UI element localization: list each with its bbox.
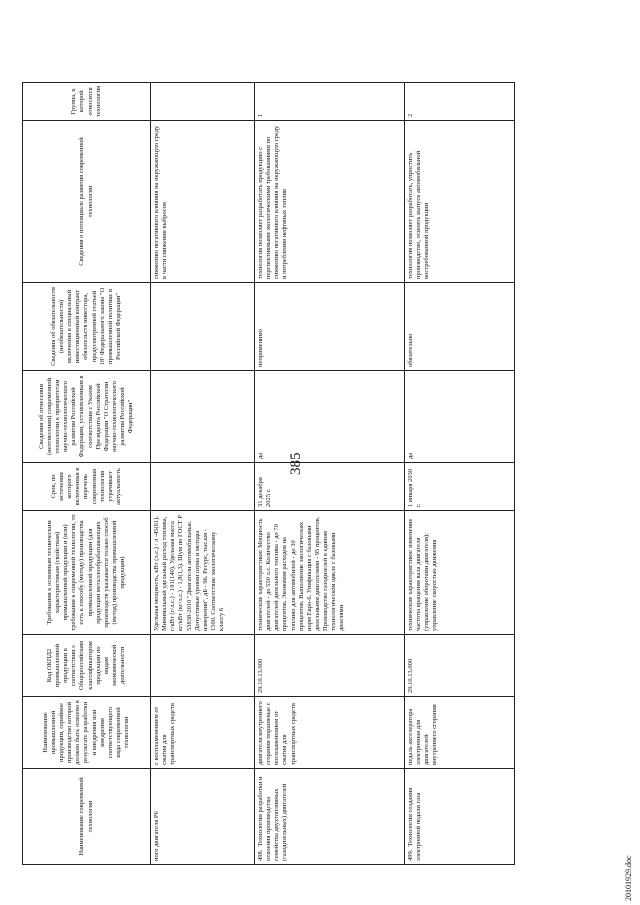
cell-requirements: технические характеристики: Мощность двигателей - до 550 л.с. Количество двигателей дизельного топлива - до 70 процентов. Экономия расходов на топливо для автомобилей - до 30 процентов. Выполнение экологических норм Евро-6. Унификация с базовыми дизельными двигателями - 95 процентов. Производство газодизелей в едином технологическом цикле с базовыми дизелями bbox=[255, 511, 405, 635]
cell-term: 1 января 2030 г. bbox=[405, 463, 515, 511]
cell-potential: снижению негативного влияния на окружающую среду в части снижения выбросов bbox=[151, 121, 255, 283]
cell-technology bbox=[405, 769, 515, 865]
cell-product: педаль акселератора электронная для двигателей внутреннего сгорания bbox=[405, 697, 515, 769]
cell-obligation: обязательно bbox=[405, 283, 515, 371]
cell-term: 31 декабря 2025 г. bbox=[255, 463, 405, 511]
cell-priority bbox=[151, 371, 255, 463]
cell-technology-text: Технологии создания электронной педали газа bbox=[407, 787, 423, 861]
cell-priority: да bbox=[405, 371, 515, 463]
cell-potential: технология позволяет разработать продукцию с перспективными экологическими требованиями по снижению негативного влияния на окружающую среду и потребления нефтяных топлив bbox=[255, 121, 405, 283]
cell-requirements: Удельная мощность, кВт (л.с.) / л -45(61). Минимальный удельный расход топлива, г/кВт (г/л.с.) - 191(140). Удельная масса кг/кВт (кг/л.с.) - 1,8(1,3). Шум по ГОСТ Р 53838-2010 "Двигатели автомобильные. Допустимые уровни шума и методы измерения", дБ - 96. Ресурс, тыс.км - 1500. Соответствие экологическому классу 6 bbox=[151, 511, 255, 635]
cell-technology: ного двигателя Р6 bbox=[151, 769, 255, 865]
table-row bbox=[405, 82, 515, 864]
header-priority: Сведения об отнесении (неотнесении) современной технологии к приоритетам научно-технологического развития Российской Федерации, установленным в соответствии с Указом Президента Российской Федерации "О Стратегии научно-технологического развития Российской Федерации" bbox=[23, 371, 151, 463]
cell-code: 29.10.13.000 bbox=[405, 635, 515, 697]
header-okpd2-code: Код ОКПД2 промышленной продукции в соответствии с Общероссийским классификатором продукции по видам экономической деятельности bbox=[23, 635, 151, 697]
cell-term bbox=[151, 463, 255, 511]
header-obligation: Сведения об обязательности (необязательности) включения в специальный инвестиционный контракт обязательств инвестора, предусмотренной статьей 18¹ Федерального закона "О промышленной политике в Российской Федерации" bbox=[23, 283, 151, 371]
cell-group bbox=[151, 82, 255, 120]
cell-group: 2 bbox=[405, 82, 515, 120]
header-product-name: Наименование промышленной продукции, серийное производство которой должно быть освоено в результате разработки и внедрения или внедрения соответствующего вида современной технологии bbox=[23, 697, 151, 769]
cell-group: 1 bbox=[255, 82, 405, 120]
cell-code: 29.10.13.000 bbox=[255, 635, 405, 697]
document-filename: 20101929.doc bbox=[624, 855, 633, 901]
cell-obligation: неприменимо bbox=[255, 283, 405, 371]
header-group: Группа, к которой относится технология bbox=[23, 82, 151, 120]
header-term: Срок, по истечении которого включенная в перечень современная технология утрачивает актуальность bbox=[23, 463, 151, 511]
cell-technology bbox=[255, 769, 405, 865]
header-technology-name: Наименование современной технологии bbox=[23, 769, 151, 865]
cell-priority: да bbox=[255, 371, 405, 463]
page-number: 385 bbox=[288, 452, 304, 475]
cell-requirements: технические характеристики: изменение частоты вращения вала двигателя (управление оборотами двигателя); управление скоростью движения bbox=[405, 511, 515, 635]
cell-technology-text: Технологии разработки и освоения производства семейства двухтопливных (газодизельных) двигателей bbox=[257, 776, 289, 861]
cell-obligation bbox=[151, 283, 255, 371]
cell-potential: технология позволяет разработать, упростить производство, освоить выпуск автомобильной востребованной продукции bbox=[405, 121, 515, 283]
table-row bbox=[255, 82, 405, 864]
table-header-row bbox=[23, 82, 151, 864]
technology-table bbox=[22, 82, 515, 865]
header-potential: Сведения о потенциале развития современной технологии bbox=[23, 121, 151, 283]
cell-code bbox=[151, 635, 255, 697]
row-number: 498. bbox=[257, 849, 264, 861]
header-requirements: Требования к основным техническим характеристикам (свойствам) промышленной продукции и (или) требования к современной технологии, то есть к способу (методу) производства промышленной продукции (для продукции металлообрабатывающих производств указывается только способ (метод) производства промышленной продукции) bbox=[23, 511, 151, 635]
table-row-continuation bbox=[151, 82, 255, 864]
cell-product: с воспламенением от сжатия для транспортных средств bbox=[151, 697, 255, 769]
row-number: 499. bbox=[407, 849, 414, 861]
cell-product: двигатели внутреннего сгорания поршневые с воспламенением от сжатия для транспортных средств bbox=[255, 697, 405, 769]
